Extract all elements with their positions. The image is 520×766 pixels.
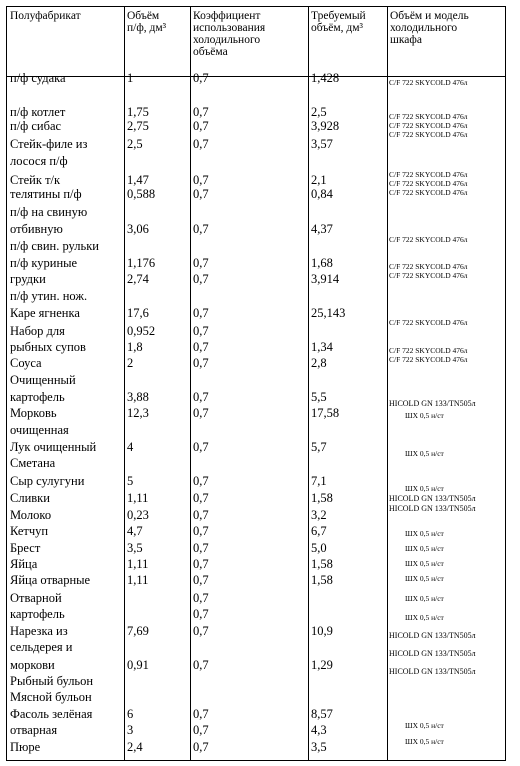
volume-value: 3 — [127, 723, 134, 737]
cabinet-model: ШХ 0,5 н/ст — [405, 484, 444, 493]
semifinished-name: п/ф на свиную — [10, 205, 88, 219]
coefficient-value: 0,7 — [193, 624, 209, 638]
required-volume-value: 5,0 — [311, 541, 327, 555]
volume-value: 2 — [127, 356, 134, 370]
volume-value: 0,952 — [127, 324, 156, 338]
semifinished-name: п/ф котлет — [10, 105, 66, 119]
coefficient-value: 0,7 — [193, 324, 209, 338]
header-cabinet-model: Объём и модель холодильного шкафа — [390, 10, 469, 46]
cabinet-model: C/F 722 SKYCOLD 476л — [389, 271, 468, 280]
cabinet-model: HICOLD GN 133/TN505л — [389, 631, 476, 640]
required-volume-value: 4,37 — [311, 222, 333, 236]
semifinished-name: Кетчуп — [10, 524, 49, 538]
cabinet-model: ШХ 0,5 н/ст — [405, 411, 444, 420]
semifinished-name: Морковь — [10, 406, 57, 420]
coefficient-value: 0,7 — [193, 440, 209, 454]
coefficient-value: 0,7 — [193, 222, 209, 236]
coefficient-value: 0,7 — [193, 573, 209, 587]
column-divider — [387, 7, 388, 760]
required-volume-value: 3,2 — [311, 508, 327, 522]
coefficient-value: 0,7 — [193, 306, 209, 320]
semifinished-name: грудки — [10, 272, 46, 286]
required-volume-value: 8,57 — [311, 707, 333, 721]
coefficient-value: 0,7 — [193, 508, 209, 522]
coefficient-value: 0,7 — [193, 119, 209, 133]
required-volume-value: 3,57 — [311, 137, 333, 151]
volume-value: 1,11 — [127, 573, 149, 587]
column-divider — [124, 7, 125, 760]
volume-value: 0,91 — [127, 658, 149, 672]
coefficient-value: 0,7 — [193, 541, 209, 555]
required-volume-value: 6,7 — [311, 524, 327, 538]
required-volume-value: 3,5 — [311, 740, 327, 754]
required-volume-value: 0,84 — [311, 187, 333, 201]
volume-value: 7,69 — [127, 624, 149, 638]
semifinished-name: п/ф судака — [10, 71, 66, 85]
semifinished-name: Сметана — [10, 456, 56, 470]
volume-value: 4,7 — [127, 524, 143, 538]
semifinished-name: картофель — [10, 390, 65, 404]
semifinished-name: Отварной — [10, 591, 62, 605]
semifinished-name: Соуса — [10, 356, 42, 370]
volume-value: 1 — [127, 71, 134, 85]
cabinet-model: HICOLD GN 133/TN505л — [389, 399, 476, 408]
coefficient-value: 0,7 — [193, 591, 209, 605]
cabinet-model: C/F 722 SKYCOLD 476л — [389, 188, 468, 197]
semifinished-name: Набор для — [10, 324, 65, 338]
coefficient-value: 0,7 — [193, 71, 209, 85]
volume-value: 2,74 — [127, 272, 149, 286]
required-volume-value: 2,5 — [311, 105, 327, 119]
semifinished-name: телятины п/ф — [10, 187, 82, 201]
semifinished-name: Стейк-филе из — [10, 137, 88, 151]
header-volume: Объём п/ф, дм³ — [127, 10, 167, 34]
semifinished-name: лосося п/ф — [10, 154, 68, 168]
required-volume-value: 2,1 — [311, 173, 327, 187]
volume-value: 2,5 — [127, 137, 143, 151]
required-volume-value: 25,143 — [311, 306, 346, 320]
semifinished-name: сельдерея и — [10, 640, 73, 654]
coefficient-value: 0,7 — [193, 137, 209, 151]
semifinished-name: п/ф сибас — [10, 119, 62, 133]
coefficient-value: 0,7 — [193, 272, 209, 286]
semifinished-name: очищенная — [10, 423, 69, 437]
volume-value: 4 — [127, 440, 134, 454]
coefficient-value: 0,7 — [193, 173, 209, 187]
volume-value: 5 — [127, 474, 134, 488]
cabinet-model: C/F 722 SKYCOLD 476л — [389, 235, 468, 244]
volume-value: 2,4 — [127, 740, 143, 754]
semifinished-name: Яйца отварные — [10, 573, 91, 587]
required-volume-value: 4,3 — [311, 723, 327, 737]
required-volume-value: 17,58 — [311, 406, 340, 420]
semifinished-name: п/ф утин. нож. — [10, 289, 88, 303]
refrigeration-table — [6, 6, 506, 761]
semifinished-name: отварная — [10, 723, 58, 737]
semifinished-name: рыбных супов — [10, 340, 86, 354]
cabinet-model: C/F 722 SKYCOLD 476л — [389, 170, 468, 179]
cabinet-model: C/F 722 SKYCOLD 476л — [389, 179, 468, 188]
required-volume-value: 7,1 — [311, 474, 327, 488]
coefficient-value: 0,7 — [193, 524, 209, 538]
coefficient-value: 0,7 — [193, 723, 209, 737]
cabinet-model: C/F 722 SKYCOLD 476л — [389, 318, 468, 327]
coefficient-value: 0,7 — [193, 707, 209, 721]
required-volume-value: 1,68 — [311, 256, 333, 270]
coefficient-value: 0,7 — [193, 356, 209, 370]
semifinished-name: Пюре — [10, 740, 41, 754]
semifinished-name: Рыбный бульон — [10, 674, 94, 688]
volume-value: 0,588 — [127, 187, 156, 201]
cabinet-model: ШХ 0,5 н/ст — [405, 529, 444, 538]
cabinet-model: HICOLD GN 133/TN505л — [389, 494, 476, 503]
coefficient-value: 0,7 — [193, 491, 209, 505]
cabinet-model: C/F 722 SKYCOLD 476л — [389, 121, 468, 130]
semifinished-name: Брест — [10, 541, 41, 555]
semifinished-name: моркови — [10, 658, 55, 672]
semifinished-name: Яйца — [10, 557, 38, 571]
semifinished-name: отбивную — [10, 222, 63, 236]
volume-value: 1,11 — [127, 557, 149, 571]
semifinished-name: Нарезка из — [10, 624, 68, 638]
semifinished-name: Сливки — [10, 491, 50, 505]
semifinished-name: Стейк т/к — [10, 173, 61, 187]
coefficient-value: 0,7 — [193, 256, 209, 270]
volume-value: 17,6 — [127, 306, 149, 320]
cabinet-model: ШХ 0,5 н/ст — [405, 721, 444, 730]
semifinished-name: Мясной бульон — [10, 690, 92, 704]
volume-value: 3,06 — [127, 222, 149, 236]
cabinet-model: ШХ 0,5 н/ст — [405, 594, 444, 603]
volume-value: 2,75 — [127, 119, 149, 133]
volume-value: 1,75 — [127, 105, 149, 119]
cabinet-model: C/F 722 SKYCOLD 476л — [389, 78, 468, 87]
required-volume-value: 2,8 — [311, 356, 327, 370]
coefficient-value: 0,7 — [193, 187, 209, 201]
cabinet-model: ШХ 0,5 н/ст — [405, 737, 444, 746]
coefficient-value: 0,7 — [193, 658, 209, 672]
cabinet-model: HICOLD GN 133/TN505л — [389, 667, 476, 676]
volume-value: 12,3 — [127, 406, 149, 420]
semifinished-name: п/ф куриные — [10, 256, 78, 270]
volume-value: 1,11 — [127, 491, 149, 505]
coefficient-value: 0,7 — [193, 607, 209, 621]
semifinished-name: Фасоль зелёная — [10, 707, 93, 721]
required-volume-value: 1,34 — [311, 340, 333, 354]
header-coefficient: Коэффициент использования холодильного объёма — [193, 10, 266, 58]
required-volume-value: 1,58 — [311, 491, 333, 505]
column-divider — [308, 7, 309, 760]
semifinished-name: Лук очищенный — [10, 440, 97, 454]
cabinet-model: ШХ 0,5 н/ст — [405, 544, 444, 553]
volume-value: 1,47 — [127, 173, 149, 187]
cabinet-model: C/F 722 SKYCOLD 476л — [389, 262, 468, 271]
semifinished-name: Каре ягненка — [10, 306, 80, 320]
coefficient-value: 0,7 — [193, 105, 209, 119]
cabinet-model: HICOLD GN 133/TN505л — [389, 504, 476, 513]
semifinished-name: п/ф свин. рульки — [10, 239, 99, 253]
required-volume-value: 1,58 — [311, 573, 333, 587]
cabinet-model: HICOLD GN 133/TN505л — [389, 649, 476, 658]
cabinet-model: C/F 722 SKYCOLD 476л — [389, 112, 468, 121]
volume-value: 0,23 — [127, 508, 149, 522]
volume-value: 1,8 — [127, 340, 143, 354]
coefficient-value: 0,7 — [193, 740, 209, 754]
semifinished-name: Очищенный — [10, 373, 76, 387]
semifinished-name: Сыр сулугуни — [10, 474, 85, 488]
coefficient-value: 0,7 — [193, 557, 209, 571]
semifinished-name: картофель — [10, 607, 65, 621]
required-volume-value: 1,428 — [311, 71, 340, 85]
cabinet-model: C/F 722 SKYCOLD 476л — [389, 355, 468, 364]
header-required-volume: Требуемый объём, дм³ — [311, 10, 366, 34]
cabinet-model: C/F 722 SKYCOLD 476л — [389, 346, 468, 355]
volume-value: 3,88 — [127, 390, 149, 404]
coefficient-value: 0,7 — [193, 340, 209, 354]
cabinet-model: ШХ 0,5 н/ст — [405, 613, 444, 622]
required-volume-value: 1,58 — [311, 557, 333, 571]
coefficient-value: 0,7 — [193, 406, 209, 420]
cabinet-model: C/F 722 SKYCOLD 476л — [389, 130, 468, 139]
cabinet-model: ШХ 0,5 н/ст — [405, 559, 444, 568]
required-volume-value: 3,914 — [311, 272, 340, 286]
semifinished-name: Молоко — [10, 508, 52, 522]
cabinet-model: ШХ 0,5 н/ст — [405, 449, 444, 458]
cabinet-model: ШХ 0,5 н/ст — [405, 574, 444, 583]
header-semifinished: Полуфабрикат — [10, 10, 81, 22]
required-volume-value: 1,29 — [311, 658, 333, 672]
required-volume-value: 10,9 — [311, 624, 333, 638]
required-volume-value: 3,928 — [311, 119, 340, 133]
coefficient-value: 0,7 — [193, 474, 209, 488]
required-volume-value: 5,5 — [311, 390, 327, 404]
required-volume-value: 5,7 — [311, 440, 327, 454]
coefficient-value: 0,7 — [193, 390, 209, 404]
volume-value: 1,176 — [127, 256, 156, 270]
column-divider — [190, 7, 191, 760]
volume-value: 3,5 — [127, 541, 143, 555]
volume-value: 6 — [127, 707, 134, 721]
